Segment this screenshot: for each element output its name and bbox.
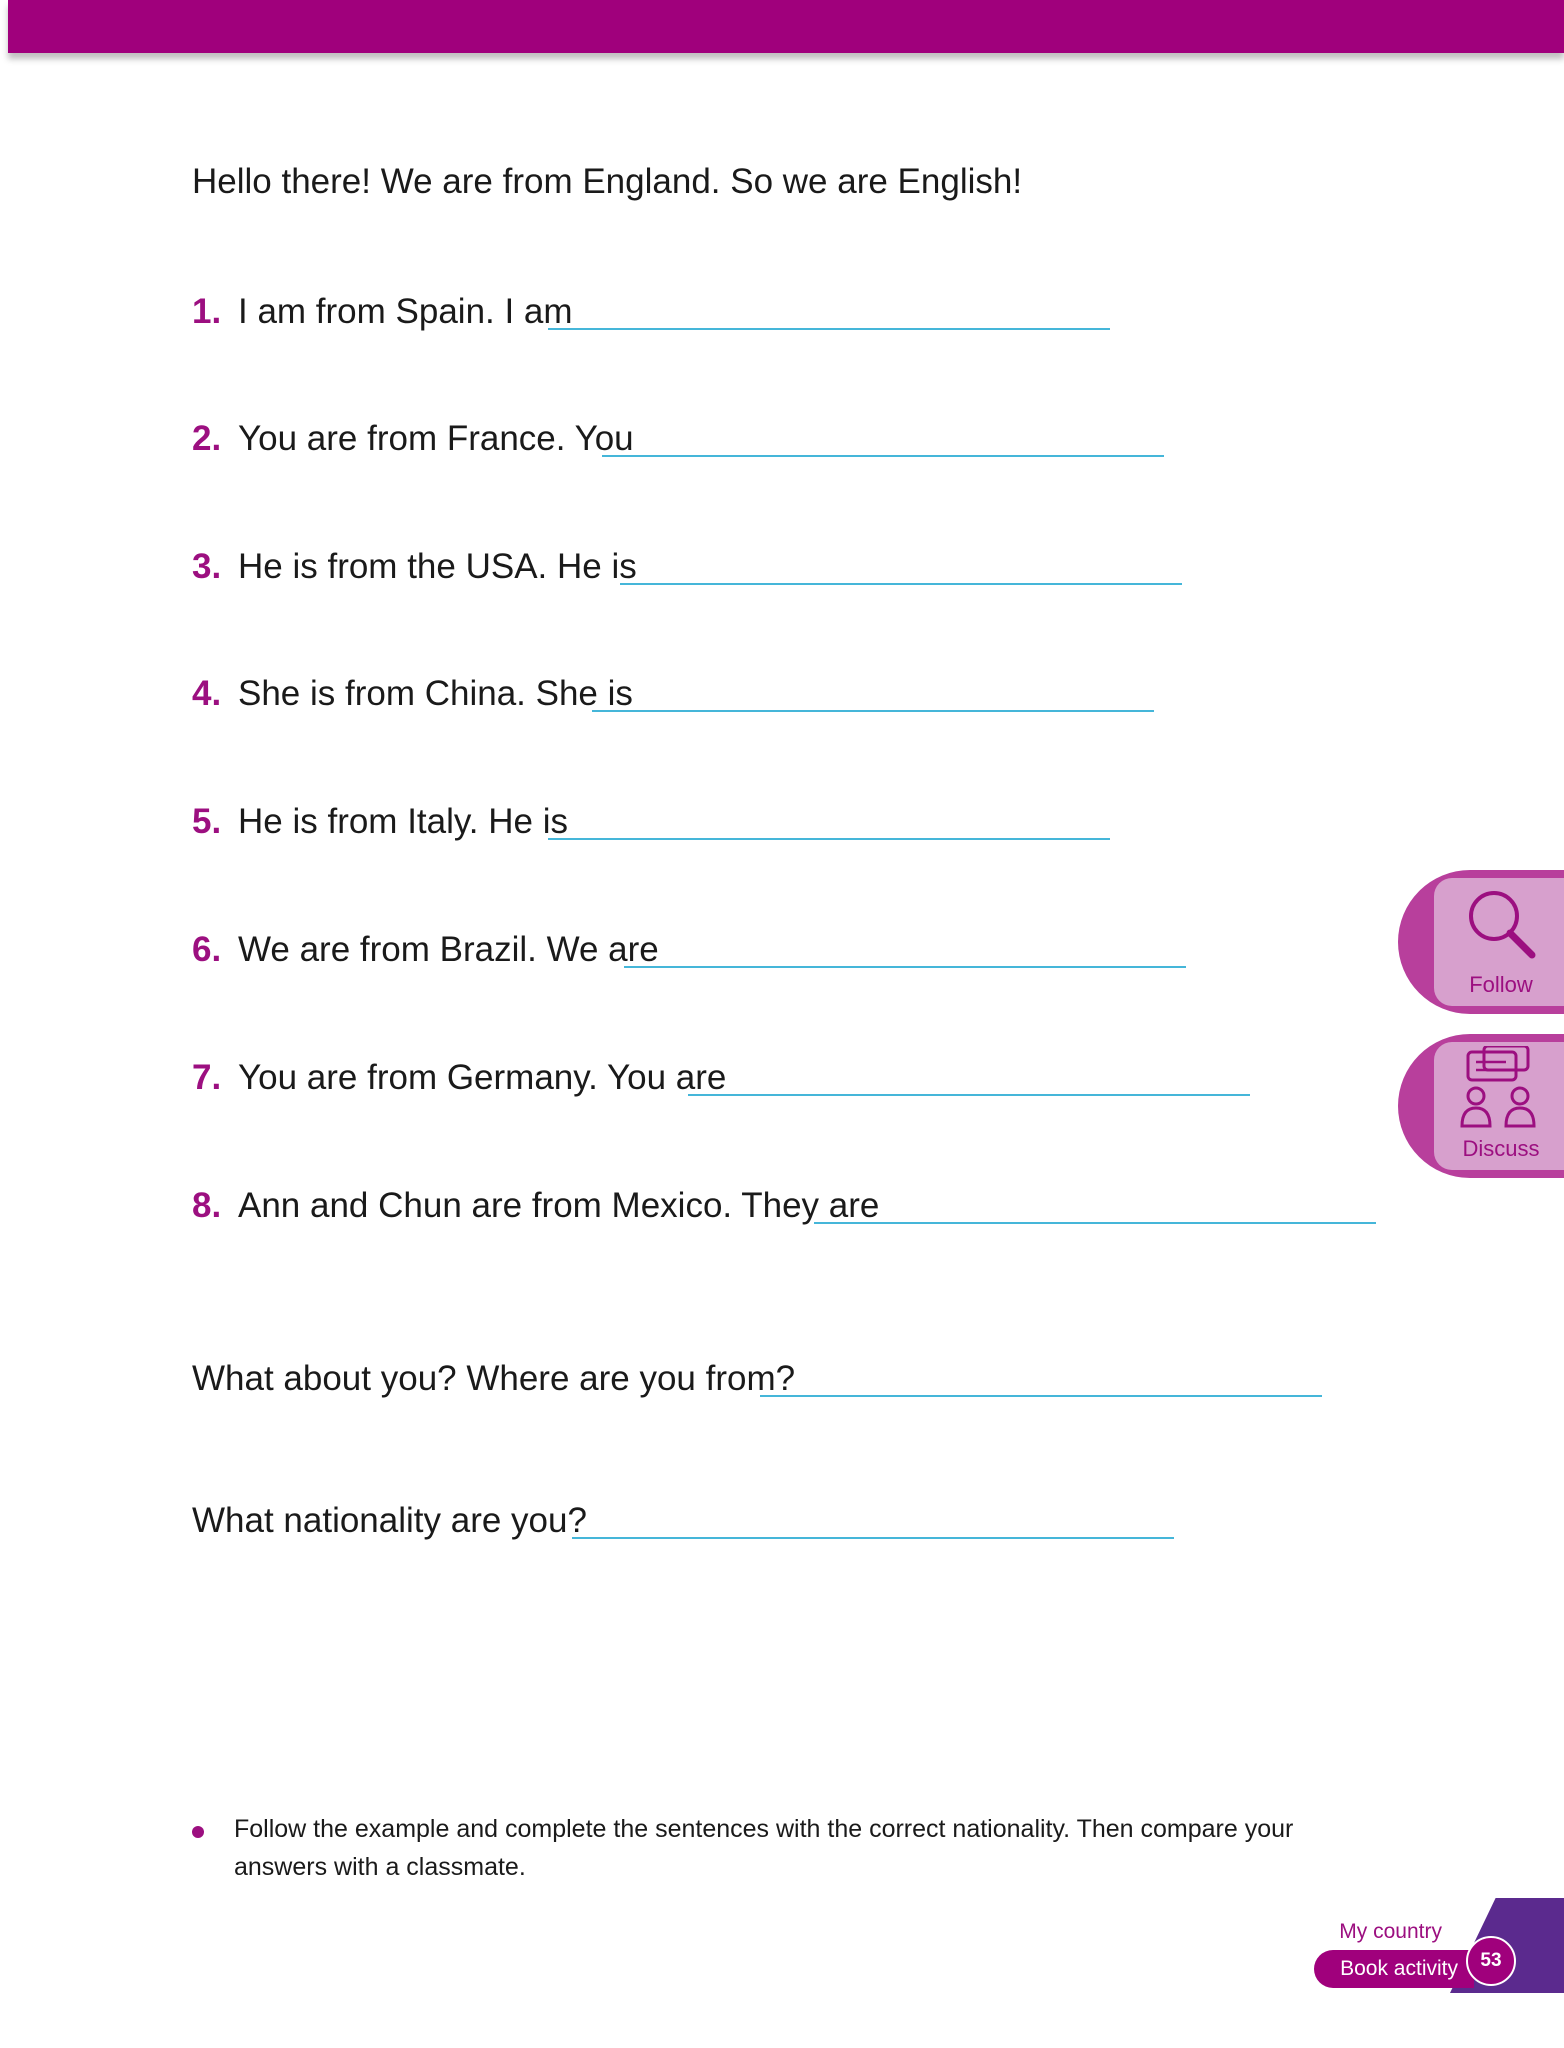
answer-line-4[interactable] bbox=[592, 710, 1154, 712]
exercise-item-4 bbox=[192, 672, 633, 716]
exercise-item-8 bbox=[192, 1184, 879, 1228]
question-nationality: What nationality are you? bbox=[192, 1501, 587, 1540]
answer-line-2[interactable] bbox=[602, 455, 1164, 457]
magnifier-icon bbox=[1460, 884, 1544, 968]
exercise-item-6 bbox=[192, 928, 659, 972]
exercise-item-7 bbox=[192, 1056, 726, 1100]
answer-line-1[interactable] bbox=[548, 328, 1110, 330]
tab-discuss-panel bbox=[1434, 1042, 1564, 1170]
answer-line-8[interactable] bbox=[814, 1222, 1376, 1224]
instructions-text: Follow the example and complete the sentences with the correct nationality. Then compare your answers with a classmate. bbox=[234, 1815, 1294, 1881]
tab-discuss-label: Discuss bbox=[1462, 1136, 1540, 1161]
page-number: 53 bbox=[1466, 1936, 1516, 1986]
item-number: 3. bbox=[192, 547, 222, 586]
exercise-item-1 bbox=[192, 290, 573, 334]
footer-activity: Book activity bbox=[1340, 1957, 1458, 1980]
item-prompt: You are from Germany. You are bbox=[238, 1058, 727, 1097]
exercise-item-2 bbox=[192, 417, 634, 461]
bullet bbox=[192, 1826, 204, 1838]
exercise-item-3 bbox=[192, 545, 637, 589]
example-sentence: Hello there! We are from England. So we are English! bbox=[192, 162, 1023, 201]
item-prompt: He is from the USA. He is bbox=[238, 547, 637, 586]
item-number: 7. bbox=[192, 1058, 222, 1097]
footer-topic: My country bbox=[1339, 1920, 1442, 1943]
instructions bbox=[192, 1810, 1362, 1886]
item-prompt: You are from France. You bbox=[238, 419, 634, 458]
answer-line-6[interactable] bbox=[624, 966, 1186, 968]
item-number: 1. bbox=[192, 292, 222, 331]
item-number: 5. bbox=[192, 802, 222, 841]
tab-follow-panel bbox=[1434, 878, 1564, 1006]
item-number: 8. bbox=[192, 1186, 222, 1225]
item-prompt: Ann and Chun are from Mexico. They are bbox=[238, 1186, 880, 1225]
item-number: 4. bbox=[192, 674, 222, 713]
answer-line-5[interactable] bbox=[548, 838, 1110, 840]
tab-follow-label: Follow bbox=[1469, 972, 1533, 997]
item-prompt: She is from China. She is bbox=[238, 674, 633, 713]
item-number: 6. bbox=[192, 930, 222, 969]
item-prompt: I am from Spain. I am bbox=[238, 292, 573, 331]
exercise-item-5 bbox=[192, 800, 568, 844]
question-where-from: What about you? Where are you from? bbox=[192, 1359, 796, 1398]
item-number: 2. bbox=[192, 419, 222, 458]
top-banner bbox=[8, 0, 1564, 53]
answer-line-nationality[interactable] bbox=[572, 1537, 1174, 1539]
tab-discuss[interactable] bbox=[1398, 1034, 1564, 1178]
answer-line-where-from[interactable] bbox=[760, 1395, 1322, 1397]
item-prompt: We are from Brazil. We are bbox=[238, 930, 659, 969]
page-footer bbox=[1310, 1898, 1564, 1993]
people-chat-icon bbox=[1448, 1046, 1548, 1136]
answer-line-7[interactable] bbox=[688, 1094, 1250, 1096]
tab-follow[interactable] bbox=[1398, 870, 1564, 1014]
answer-line-3[interactable] bbox=[620, 583, 1182, 585]
item-prompt: He is from Italy. He is bbox=[238, 802, 568, 841]
